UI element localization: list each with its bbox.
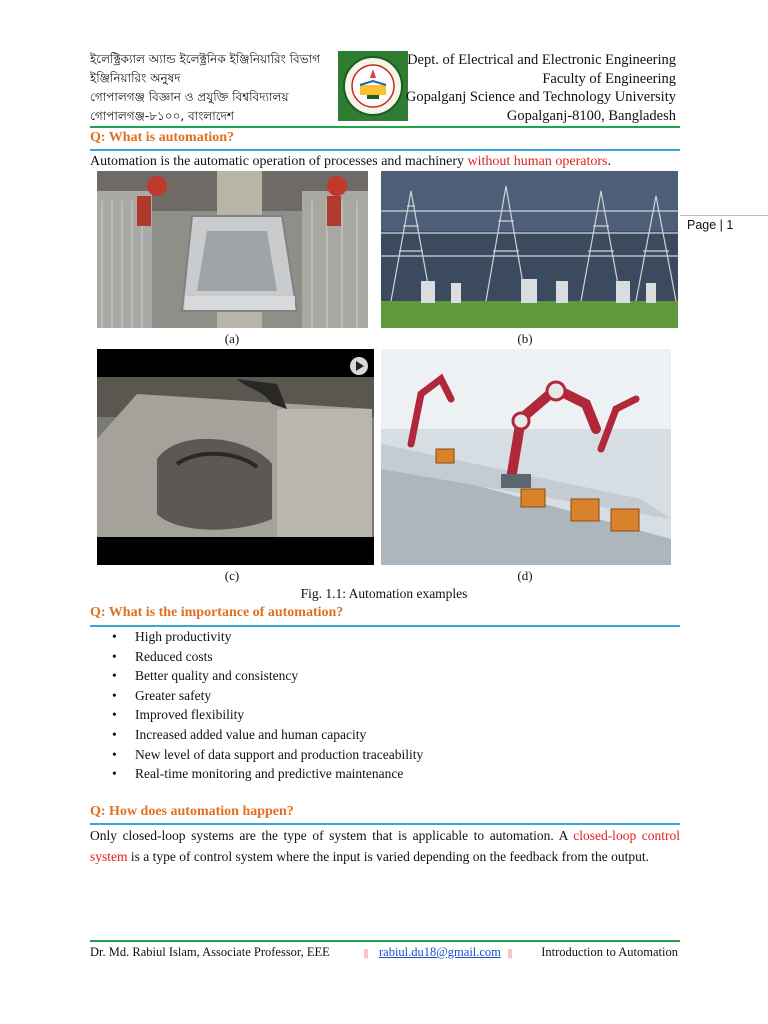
list-item: • Increased added value and human capacity [112,725,423,745]
list-item: • New level of data support and production traceability [112,745,423,765]
figure-c-baggage-conveyor-video [97,349,374,565]
question-importance-of-automation: Q: What is the importance of automation? [90,605,344,620]
footer-divider [90,940,680,942]
footer-email-link[interactable]: rabiul.du18@gmail.com [379,945,501,959]
footer-separator: || [364,948,369,959]
closed-loop-paragraph: Only closed-loop systems are the type of system that is applicable to automation. A closed-loop control system is a type of control system where the input is varied depending on the feedback from the output. [90,828,680,864]
figure-d-robot-assembly-photo [381,349,671,565]
figure-a-car-assembly-photo [97,171,368,328]
list-item: • Greater safety [112,686,423,706]
header-university: Gopalganj Science and Technology University [405,89,676,105]
header-divider [90,126,680,128]
list-item: • Improved flexibility [112,705,423,725]
importance-list [112,627,423,784]
header-bangla-line: ইঞ্জিনিয়ারিং অনুষদ [90,71,181,85]
question-how-does-automation-happen: Q: How does automation happen? [90,804,294,819]
page-label: Page | 1 [687,218,734,232]
figure-b-substation-photo [381,171,678,328]
header-address: Gopalganj-8100, Bangladesh [506,107,676,124]
page-label-rule [680,215,768,216]
question-what-is-automation: Q: What is automation? [90,130,235,145]
figure-caption-b: (b) [517,331,533,346]
header-bangla-line: ইলেক্ট্রিক্যাল অ্যান্ড ইলেক্ট্রনিক ইঞ্জিনিয়ারিং বিভাগ [90,52,321,66]
header-bangla-line: গোপালগঞ্জ-৮১০০, বাংলাদেশ [90,109,235,123]
figure-title: Fig. 1.1: Automation examples [300,586,468,601]
header-faculty: Faculty of Engineering [542,70,676,87]
highlight-text: without human operators [467,154,608,169]
list-item: • Real-time monitoring and predictive maintenance [112,764,423,784]
list-item: • Reduced costs [112,647,423,667]
header-bangla-block [90,50,320,126]
figure-caption-c: (c) [224,568,240,583]
header-english-block [406,51,676,125]
figure-caption-d: (d) [517,568,533,583]
footer-course: Introduction to Automation [541,945,678,959]
highlight-text: system [90,849,128,864]
university-logo [338,51,408,121]
header-bangla-line: গোপালগঞ্জ বিজ্ঞান ও প্রযুক্তি বিশ্ববিদ্যালয় [90,90,289,104]
list-item: • Better quality and consistency [112,666,423,686]
figure-caption-a: (a) [224,331,240,346]
header-dept: Dept. of Electrical and Electronic Engineering [407,52,676,68]
footer-author: Dr. Md. Rabiul Islam, Associate Professor, EEE [90,945,330,959]
automation-definition: Automation is the automatic operation of processes and machinery without human operators. [90,154,611,169]
list-item: • High productivity [112,627,423,647]
highlight-text: closed-loop control [573,828,680,843]
footer-separator: || [508,948,513,959]
